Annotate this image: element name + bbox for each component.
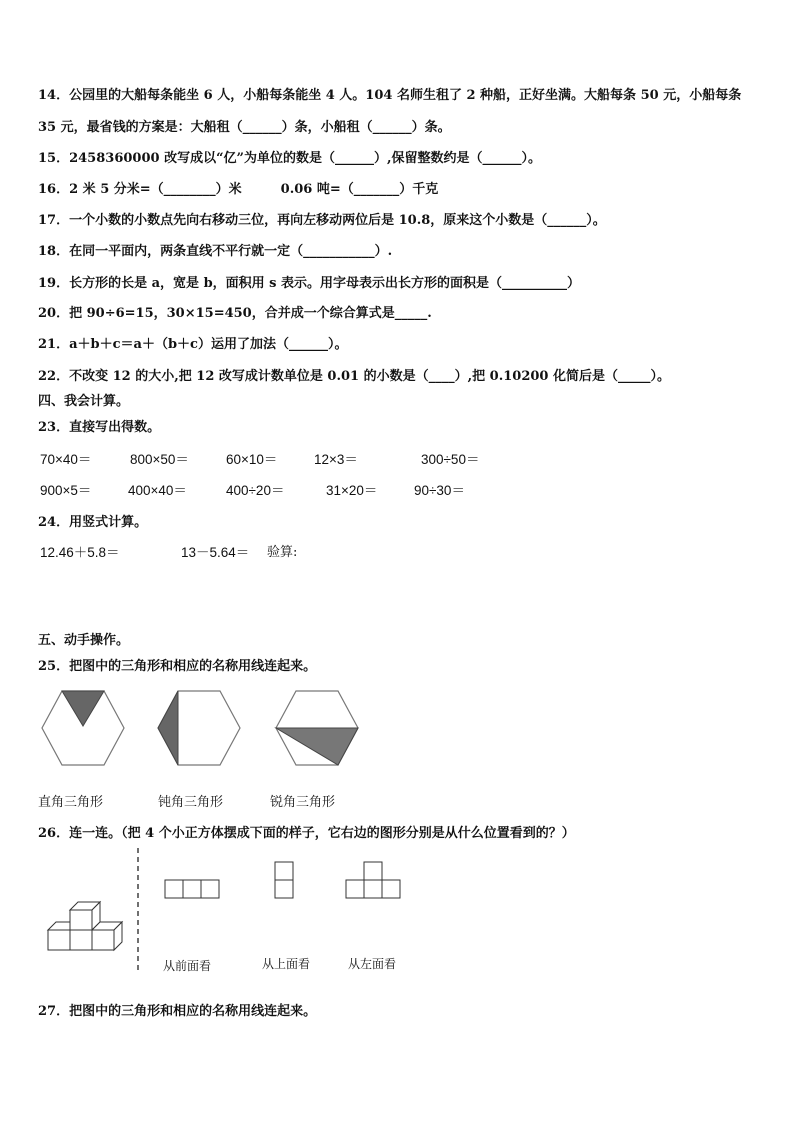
triangle-name-acute: 锐角三角形 [270,795,336,810]
view-figure-t-shape [345,860,403,900]
question-27: 27．把图中的三角形和相应的名称用线连起来。 [38,1004,317,1019]
view-figure-row [164,878,222,900]
triangle-name-obtuse: 钝角三角形 [158,795,224,810]
section-5-title: 五、动手操作。 [38,633,130,648]
question-23: 23．直接写出得数。 [38,420,161,435]
view-figure-column [273,860,295,900]
question-16: 16．2 米 5 分米=（________）米 0.06 吨=（_______）千克 [38,182,439,197]
question-14-line1: 14．公园里的大船每条能坐 6 人，小船每条能坐 4 人。104 名师生租了 2 种船，正好坐满。大船每条 50 元，小船每条 [38,88,742,103]
question-14-line2: 35 元，最省钱的方案是：大船租（______）条，小船租（______）条。 [38,120,451,135]
question-26: 26．连一连。（把 4 个小正方体摆成下面的样子，它右边的图形分别是从什么位置看到的？） [38,826,575,841]
check-label: 验算: [267,545,298,560]
view-label-top: 从上面看 [262,957,311,971]
calc-item: 90÷30＝ [414,483,465,498]
view-label-left: 从左面看 [348,957,397,971]
question-19: 19．长方形的长是 a，宽是 b，面积用 s 表示。用字母表示出长方形的面积是（__________） [38,276,581,291]
question-24: 24．用竖式计算。 [38,515,148,530]
question-20: 20．把 90÷6=15，30×15=450，合并成一个综合算式是_____. [38,306,432,321]
question-22: 22．不改变 12 的大小,把 12 改写成计数单位是 0.01 的小数是（____）,把 0.10200 化简后是（_____）。 [38,369,670,384]
cube-stack-figure [44,896,126,956]
calc-item: 12×3＝ [314,452,358,467]
calc-item: 800×50＝ [130,452,189,467]
view-label-front: 从前面看 [163,959,212,973]
question-25: 25．把图中的三角形和相应的名称用线连起来。 [38,659,317,674]
triangle-name-right: 直角三角形 [38,795,104,810]
hexagon-figure-1 [40,690,126,766]
calc-item: 400×40＝ [128,483,187,498]
calc-item: 900×5＝ [40,483,92,498]
question-18: 18．在同一平面内，两条直线不平行就一定（___________）. [38,244,393,259]
calc-item: 70×40＝ [40,452,92,467]
hexagon-figure-3 [274,690,360,766]
calc-item: 400÷20＝ [226,483,285,498]
vertical-calc-item: 12.46＋5.8＝ [40,545,120,560]
dashed-divider [136,848,140,972]
section-4-title: 四、我会计算。 [38,394,130,409]
question-21: 21．a＋b＋c＝a＋（b＋c）运用了加法（______）。 [38,337,348,352]
vertical-calc-item: 13－5.64＝ [181,545,250,560]
calc-item: 31×20＝ [326,483,378,498]
question-15: 15．2458360000 改写成以“亿”为单位的数是（______）,保留整数约是（______）。 [38,151,542,166]
calc-item: 300÷50＝ [421,452,480,467]
hexagon-figure-2 [156,690,242,766]
calc-item: 60×10＝ [226,452,278,467]
question-17: 17．一个小数的小数点先向右移动三位，再向左移动两位后是 10.8，原来这个小数是（______）。 [38,213,606,228]
